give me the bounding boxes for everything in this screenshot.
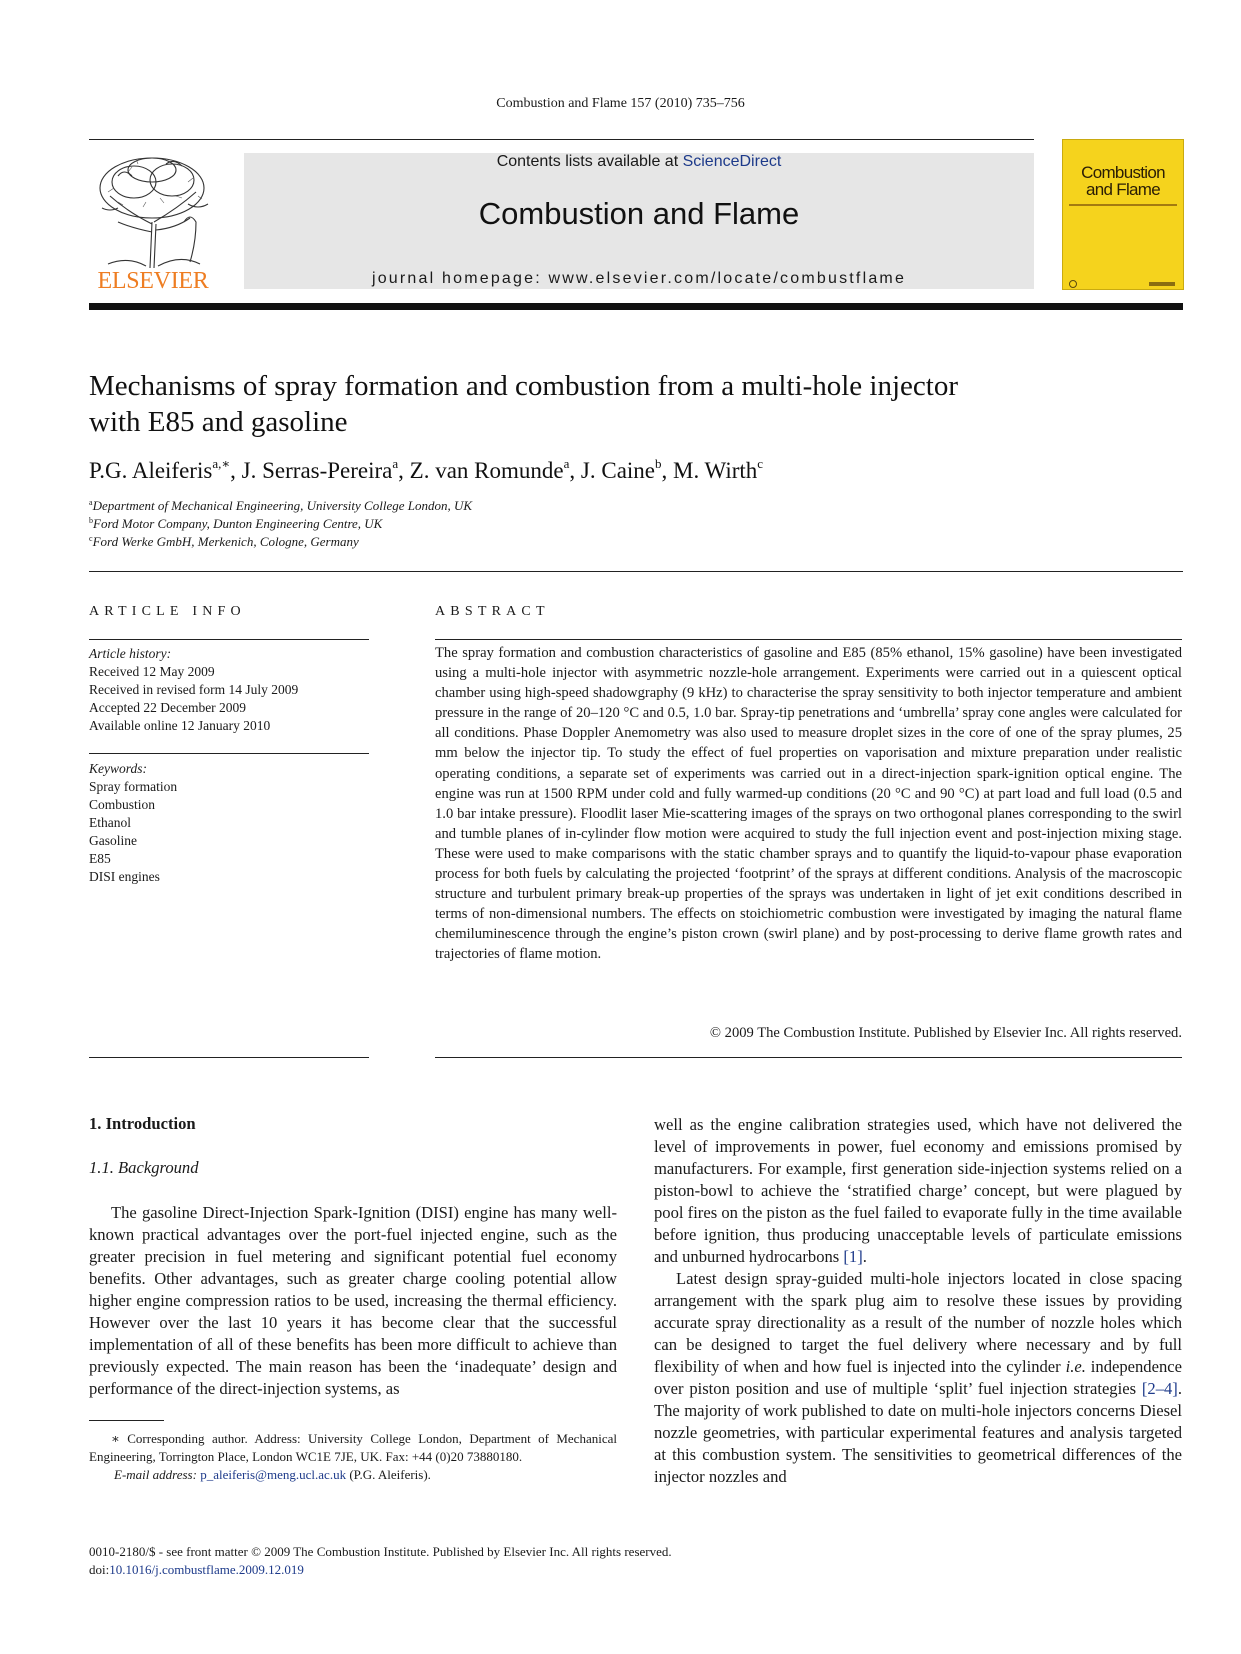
author-affiliation-mark: a,∗	[212, 456, 231, 471]
footnote-rule	[89, 1420, 164, 1421]
article-info-rule	[89, 639, 369, 640]
footnote-email-line	[89, 1466, 617, 1484]
abstract-heading: ABSTRACT	[435, 604, 550, 619]
affiliation-mark: c	[89, 534, 93, 543]
author-separator: ,	[398, 458, 410, 483]
right-column-text	[654, 1114, 1182, 1488]
article-info-bottom-rule	[89, 1057, 369, 1058]
front-matter-line: 0010-2180/$ - see front matter © 2009 The Combustion Institute. Published by Elsevier Inc. All rights reserved.	[89, 1544, 672, 1559]
article-title	[89, 368, 1149, 440]
paragraph-text: Latest design spray-guided multi-hole injectors located in close spacing arrangement with the spark plug aim to resolve these issues by providing accurate spray directionality as a result of the number of nozzle holes which can be designed to target the fuel delivery where necessary and by full flexibility of when and how fuel is injected into the cylinder	[654, 1269, 1182, 1376]
email-link[interactable]: p_aleiferis@meng.ucl.ac.uk	[200, 1467, 347, 1482]
footnote-star: ∗	[111, 1431, 120, 1446]
subsection-heading: 1.1. Background	[89, 1158, 199, 1177]
cover-subtitle-bar	[1069, 204, 1177, 206]
affiliation	[89, 534, 359, 550]
author-name: J. Caine	[580, 458, 656, 483]
body-paragraph	[654, 1114, 1182, 1268]
section-rule	[89, 571, 1183, 572]
header-rule	[89, 139, 1034, 140]
affiliation-mark: a	[89, 498, 93, 507]
affiliation-mark: b	[89, 516, 93, 525]
cover-title	[1063, 164, 1183, 198]
elsevier-wordmark: ELSEVIER	[97, 268, 209, 294]
author-affiliation-mark: a	[392, 456, 399, 471]
history-entry: Available online 12 January 2010	[89, 718, 271, 733]
author-name: P.G. Aleiferis	[89, 458, 213, 483]
footnote-corresponding	[89, 1430, 617, 1466]
email-suffix: (P.G. Aleiferis).	[346, 1467, 431, 1482]
body-paragraph: The gasoline Direct-Injection Spark-Ignition (DISI) engine has many well-known practical advantages over the port-fuel injected engine, such as the greater precision in fuel metering and significant potential fuel economy benefits. Other advantages, such as greater charge cooling potential allow higher engine compression ratios to be used, increasing the thermal efficiency. However over the last 10 years it has become clear that the successful implementation of all of these benefits has been more difficult to achieve than previously expected. The main reason has been the ‘inadequate’ design and performance of the direct-injection systems, as	[89, 1203, 617, 1398]
author-separator: ,	[230, 458, 242, 483]
keywords-block	[89, 760, 369, 886]
keyword: Combustion	[89, 797, 156, 812]
contents-line	[244, 153, 1034, 171]
doi-line	[89, 1561, 304, 1579]
paragraph-emphasis: i.e.	[1065, 1357, 1086, 1376]
cover-footer-marks	[1069, 275, 1177, 283]
author-separator: ,	[661, 458, 674, 483]
keyword: DISI engines	[89, 869, 160, 884]
author-affiliation-mark: c	[757, 456, 764, 471]
affiliation	[89, 516, 382, 532]
email-label: E-mail address:	[114, 1467, 201, 1482]
abstract-bottom-rule	[435, 1057, 1182, 1058]
left-column-text	[89, 1202, 617, 1400]
paragraph-text: .	[862, 1247, 867, 1266]
keyword: Gasoline	[89, 833, 137, 848]
keyword: Ethanol	[89, 815, 131, 830]
keywords-label: Keywords:	[89, 761, 147, 776]
section-heading: 1. Introduction	[89, 1114, 196, 1133]
history-entry: Received in revised form 14 July 2009	[89, 682, 299, 697]
title-line-2: with E85 and gasoline	[89, 406, 348, 438]
reference-link[interactable]: [2–4]	[1141, 1379, 1178, 1398]
journal-citation: Combustion and Flame 157 (2010) 735–756	[496, 96, 745, 111]
history-entry: Accepted 22 December 2009	[89, 700, 247, 715]
author-name: J. Serras-Pereira	[241, 458, 393, 483]
doi-link[interactable]: 10.1016/j.combustflame.2009.12.019	[109, 1562, 304, 1577]
paragraph-text: independence over piston position and use of multiple ‘split’ fuel injection strategies	[654, 1357, 1183, 1398]
sciencedirect-link[interactable]: ScienceDirect	[682, 153, 782, 170]
article-history	[89, 645, 369, 735]
journal-name: Combustion and Flame	[478, 196, 800, 231]
footnote-corresponding-text: Corresponding author. Address: University College London, Department of Mechanical Engineering, Torrington Place, London WC1E 7JE, UK. Fax: +44 (0)20 73880180.	[89, 1431, 617, 1464]
doi-prefix: doi:	[89, 1562, 110, 1577]
reference-link[interactable]: [1]	[843, 1247, 863, 1266]
paragraph-text: . The majority of work published to date on multi-hole injectors concerns Diesel nozzle geometries, with particular experimental features and analysis targeted at this combustion system. The sensitivities to geometrical differences of the injector nozzles and	[654, 1379, 1182, 1486]
keyword: E85	[89, 851, 111, 866]
author-name: Z. van Romunde	[409, 458, 564, 483]
journal-cover-thumbnail	[1062, 139, 1184, 290]
corresponding-author-footnote	[89, 1430, 617, 1484]
affiliation-text: Ford Werke GmbH, Merkenich, Cologne, Germany	[92, 534, 359, 549]
keyword: Spray formation	[89, 779, 178, 794]
abstract-text: The spray formation and combustion characteristics of gasoline and E85 (85% ethanol, 15% gasoline) have been investigated using a multi-hole injector with asymmetric nozzle-hole arrangement. Experiments were carried out in a quiescent optical chamber using high-speed shadowgraphy (9 kHz) to characterise the spray sensitivity to both injector temperature and ambient pressure in the range of 20–120 °C and 0.5, 1.0 bar. Spray-tip penetrations and ‘umbrella’ spray cone angles were calculated for all conditions. Phase Doppler Anemometry was also used to measure droplet sizes in the core of one of the spray plumes, 25 mm below the injector tip. To study the effect of fuel properties on vaporisation and mixture preparation under realistic operating conditions, a separate set of experiments was carried out in a direct-injection spark-ignition optical engine. The engine was run at 1500 RPM under cold and fully warmed-up conditions (20 °C and 90 °C) at part load and full load (0.5 and 1.0 bar intake pressure). Floodlit laser Mie-scattering images of the sprays on two orthogonal planes corresponding to the swirl and tumble planes of in-cylinder flow motion were acquired to study the full injection event and post-injection mixing stage. These were used to make comparisons with the static chamber sprays and to quantify the liquid-to-vapour phase evaporation process for both fuels by calculating the projected ‘footprint’ of the sprays at different conditions. Analysis of the macroscopic structure and turbulent primary break-up properties of the sprays was undertaken in light of jet exit conditions described in terms of non-dimensional numbers. The effects on stoichiometric combustion were investigated by imaging the natural flame chemiluminescence through the engine’s piston crown (swirl plane) and by post-processing to derive flame growth rates and trajectories of flame motion.	[435, 645, 1182, 963]
body-paragraph	[654, 1268, 1182, 1488]
keywords-rule	[89, 753, 369, 754]
author-affiliation-mark: a	[563, 456, 570, 471]
contents-prefix: Contents lists available at	[496, 153, 683, 170]
author-separator: ,	[569, 458, 581, 483]
history-label: Article history:	[89, 646, 172, 661]
affiliation	[89, 498, 472, 514]
cover-title-line2: and Flame	[1085, 180, 1161, 199]
journal-homepage-link[interactable]: journal homepage: www.elsevier.com/locate/combustflame	[371, 270, 907, 287]
paragraph-text: well as the engine calibration strategies used, which have not delivered the level of improvements in power, fuel economy and emissions promised by manufacturers. For example, first generation side-injection systems relied on a piston-bowl to achieve the ‘stratified charge’ concept, but were plagued by pool fires on the piston as the fuel failed to evaporate fully in the time available before ignition, thus producing unacceptable levels of particulate emissions and unburned hydrocarbons	[654, 1115, 1182, 1266]
author-list	[89, 456, 763, 484]
title-line-1: Mechanisms of spray formation and combustion from a multi-hole injector	[89, 370, 958, 402]
article-info-heading: ARTICLE INFO	[89, 604, 246, 619]
abstract-rule	[435, 639, 1182, 640]
history-entry: Received 12 May 2009	[89, 664, 215, 679]
cover-title-line1: Combustion	[1081, 163, 1165, 182]
affiliation-text: Ford Motor Company, Dunton Engineering Centre, UK	[93, 516, 383, 531]
abstract-copyright: © 2009 The Combustion Institute. Published by Elsevier Inc. All rights reserved.	[709, 1025, 1182, 1041]
author-name: M. Wirth	[673, 458, 758, 483]
author-affiliation-mark: b	[655, 456, 662, 471]
affiliation-text: Department of Mechanical Engineering, University College London, UK	[92, 498, 473, 513]
header-thick-rule	[89, 303, 1183, 310]
